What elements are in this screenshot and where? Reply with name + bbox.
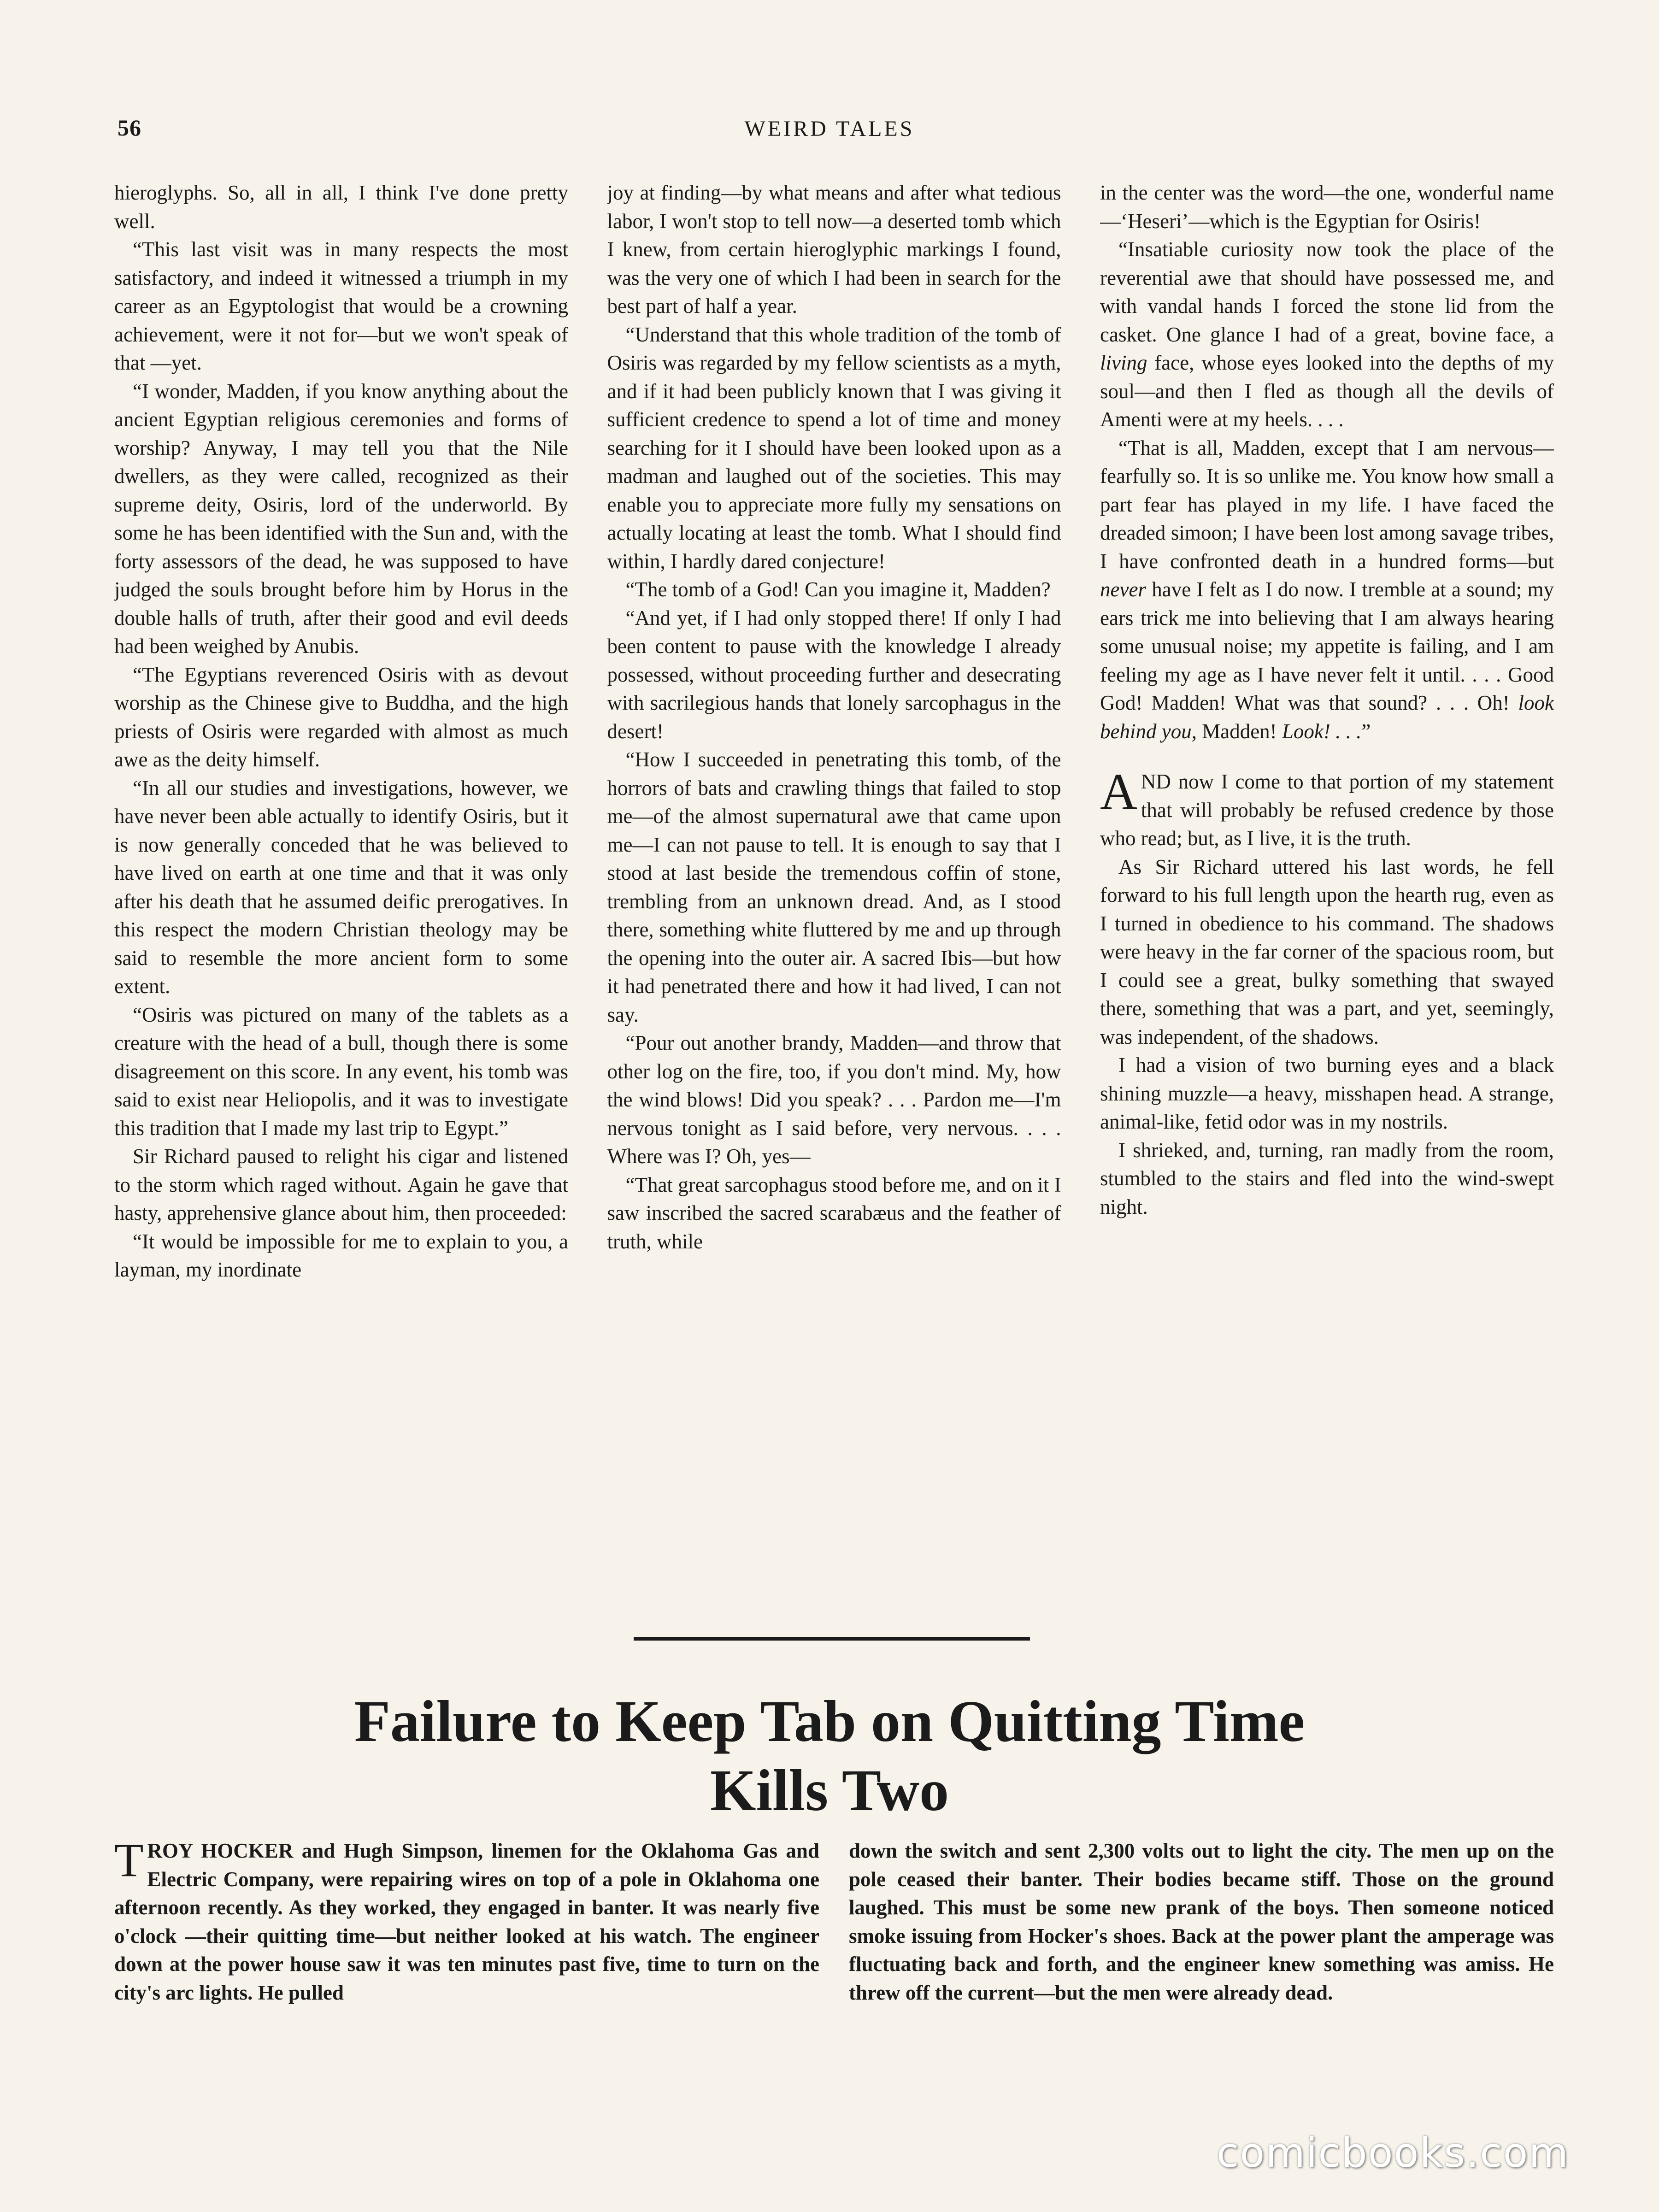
section-divider — [634, 1637, 1030, 1641]
filler-column-1 — [114, 1837, 819, 2095]
italic-text: look behind you, — [1100, 691, 1554, 743]
text-run: “Insatiable curiosity now took the place of the reverential awe that should have possessed me, and with vandal hands I forced the stone lid from the casket. One glance I had of a great, bovine face, a — [1100, 238, 1554, 346]
paragraph: “How I succeeded in penetrating this tomb, of the horrors of bats and crawling things that failed to stop me—of the almost supernatural awe that came upon me—I can not pause to tell. It is enough to say that I stood at last beside the tremendous coffin of stone, trembling from an unknown dread. And, as I stood there, something white fluttered by me and up through the opening into the outer air. A sacred Ibis—but how it had penetrated there and how it had lived, I can not say. — [607, 748, 1061, 1026]
paragraph — [1100, 434, 1554, 746]
headline-line: Kills Two — [710, 1758, 949, 1823]
text-run: Madden! — [1202, 719, 1277, 743]
story-column-1 — [114, 179, 568, 1598]
text-run: ROY HOCKER and Hugh Simpson, linemen for the Oklahoma Gas and Electric Company, were repairing wires on top of a pole in Oklahoma one afternoon recently. As they worked, they engaged in banter. It was nearly five o'clock —their quitting time—but neither looked at his watch. The engineer down at the power house saw it was ten minutes past five, time to turn on the city's arc lights. He pulled — [114, 1839, 819, 2004]
paragraph: in the center was the word—the one, wonderful name—‘Heseri’—which is the Egyptian for Osiris! — [1100, 181, 1554, 233]
text-run: face, whose eyes looked into the depths of my soul—and then I fled as though all the devils of Amenti were at my heels. . . . — [1100, 351, 1554, 431]
italic-text: Look! . . . — [1282, 719, 1362, 743]
paragraph: Sir Richard paused to relight his cigar and listened to the storm which raged without. Again he gave that hasty, apprehensive glance about him, then proceeded: — [114, 1145, 568, 1224]
site-watermark: comicbooks.com — [1217, 2129, 1570, 2177]
paragraph: “Osiris was pictured on many of the tablets as a creature with the head of a bull, though there is some disagreement on this score. In any event, his tomb was said to exist near Heliopolis, and it was to investigate this tradition that I made my last trip to Egypt.” — [114, 1003, 568, 1140]
italic-text: never — [1100, 578, 1146, 601]
paragraph: “That great sarcophagus stood before me, and on it I saw inscribed the sacred scarabæus and the feather of truth, while — [607, 1173, 1061, 1253]
page-number: 56 — [118, 115, 141, 141]
paragraph — [114, 1837, 819, 2007]
drop-cap: A — [1100, 763, 1137, 820]
paragraph: “This last visit was in many respects the most satisfactory, and indeed it witnessed a triumph in my career as an Egyptologist that would be a crowning achievement, were it not for—but we won't speak of that —yet. — [114, 238, 568, 374]
paragraph: “The tomb of a God! Can you imagine it, Madden? — [625, 578, 1051, 601]
paragraph: “Pour out another brandy, Madden—and throw that other log on the fire, too, if you don't mind. My, how the wind blows! Did you speak? . . . Pardon me—I'm nervous tonight as I said before, very nervous. . . . Where was I? Oh, yes— — [607, 1031, 1061, 1168]
paragraph: I shrieked, and, turning, ran madly from the room, stumbled to the stairs and fled into the wind-swept night. — [1100, 1138, 1554, 1218]
story-column-3 — [1100, 179, 1554, 1598]
text-run: have I felt as I do now. I tremble at a sound; my ears trick me into believing that I am always hearing some unusual noise; my appetite is failing, and I am feeling my age as I have never felt it until. . . . Good God! Madden! What was that sound? . . . Oh! — [1100, 578, 1554, 714]
paragraph: “The Egyptians reverenced Osiris with as devout worship as the Chinese give to Buddha, and the high priests of Osiris were regarded with almost as much awe as the deity himself. — [114, 663, 568, 771]
paragraph — [1100, 763, 1554, 853]
running-head: WEIRD TALES — [744, 117, 915, 141]
paragraph: joy at finding—by what means and after what tedious labor, I won't stop to tell now—a deserted tomb which I knew, from certain hieroglyphic markings I found, was the very one of which I had been in search for the best part of half a year. — [607, 181, 1061, 318]
paragraph: “In all our studies and investigations, however, we have never been able actually to identify Osiris, but it is now generally conceded that he was believed to have lived on earth at one time and that it was only after his death that he assumed deific prerogatives. In this respect the modern Christian theology may be said to resemble the more ancient form to some extent. — [114, 776, 568, 998]
text-run: ND now I come to that portion of my statement that will probably be refused credence by those who read; but, as I live, it is the truth. — [1100, 770, 1554, 850]
paragraph: I had a vision of two burning eyes and a black shining muzzle—a heavy, misshapen head. A strange, animal-like, fetid odor was in my nostrils. — [1100, 1053, 1554, 1133]
drop-cap: T — [114, 1837, 144, 1887]
story-body — [114, 179, 1554, 1598]
paragraph: “Understand that this whole tradition of the tomb of Osiris was regarded by my fellow scientists as a myth, and if it had been publicly known that I was giving it sufficient credence to spend a lot of time and money searching for it I should have been looked upon as a madman and laughed out of the societies. This may enable you to appreciate more fully my sensations on actually locating at least the tomb. What I should find within, I hardly dared conjecture! — [607, 323, 1061, 573]
paragraph: down the switch and sent 2,300 volts out to light the city. The men up on the pole ceased their banter. Their bodies became stiff. Those on the ground laughed. This must be some new prank of the boys. Then someone noticed smoke issuing from Hocker's shoes. Back at the power plant the amperage was fluctuating back and forth, and the engineer knew something was amiss. He threw off the current—but the men were already dead. — [849, 1839, 1554, 2004]
headline-line: Failure to Keep Tab on Quitting Time — [354, 1688, 1305, 1754]
paragraph: “I wonder, Madden, if you know anything about the ancient Egyptian religious ceremonies and forms of worship? Anyway, I may tell you that the Nile dwellers, as they were called, recognized as their supreme deity, Osiris, lord of the underworld. By some he has been identified with the Sun and, with the forty assessors of the dead, he was supposed to have judged the souls brought before him by Horus in the double halls of truth, after their good and evil deeds had been weighed by Anubis. — [114, 379, 568, 658]
filler-headline — [101, 1687, 1558, 1825]
text-run: “That is all, Madden, except that I am nervous—fearfully so. It is so unlike me. You know how small a part fear has played in my life. I have faced the dreaded simoon; I have been lost among savage tribes, I have confronted death in a hundred forms—but — [1100, 436, 1554, 573]
story-column-2 — [607, 179, 1061, 1598]
paragraph: As Sir Richard uttered his last words, he fell forward to his full length upon the hearth rug, even as I turned in obedience to his command. The shadows were heavy in the far corner of the spacious room, but I could see a great, bulky something that swayed there, something that was a part, and yet, seemingly, was independent, of the shadows. — [1100, 855, 1554, 1048]
paragraph — [1100, 235, 1554, 434]
filler-column-2 — [849, 1837, 1554, 2095]
text-run: ” — [1361, 719, 1371, 743]
paragraph: “And yet, if I had only stopped there! If only I had been content to pause with the knowledge I already possessed, without proceeding further and desecrating with sacrilegious hands that lonely sarcophagus in the desert! — [607, 606, 1061, 743]
filler-body — [114, 1837, 1554, 2095]
italic-text: living — [1100, 351, 1147, 374]
paragraph: “It would be impossible for me to explain to you, a layman, my inordinate — [114, 1230, 568, 1281]
paragraph: hieroglyphs. So, all in all, I think I've done pretty well. — [114, 181, 568, 233]
